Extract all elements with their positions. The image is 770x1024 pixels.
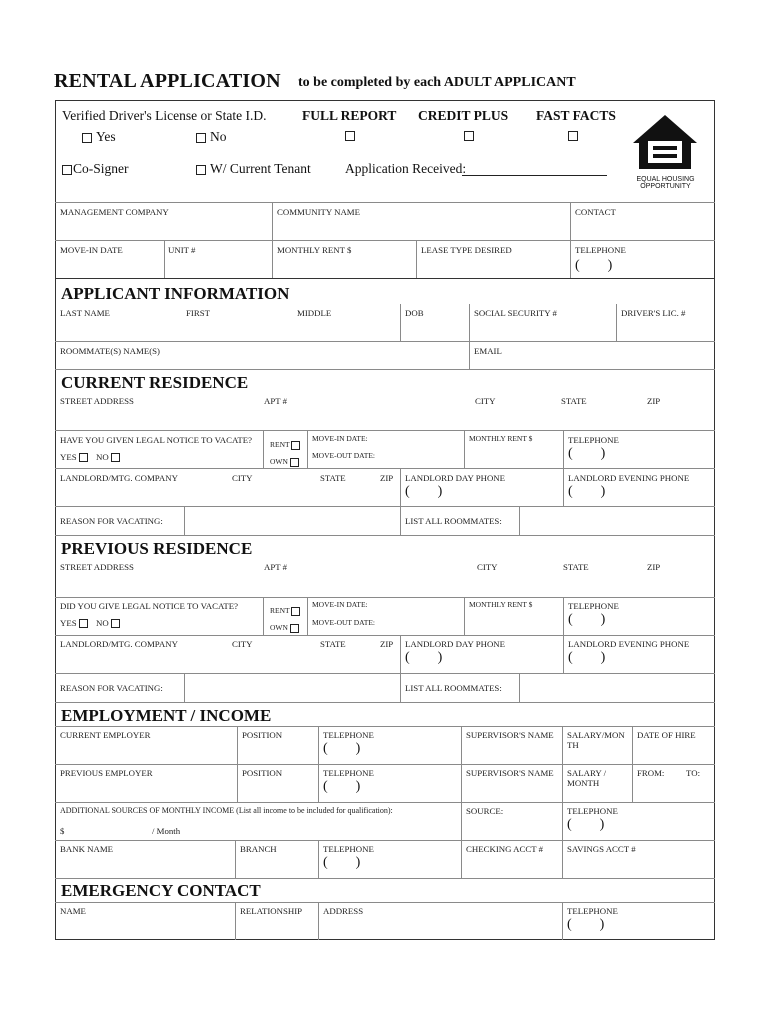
divider [55, 635, 715, 636]
divider [55, 702, 715, 703]
move-in-date-label: MOVE-IN DATE: [312, 434, 368, 443]
street-address-label: STREET ADDRESS [60, 562, 134, 572]
email-label: EMAIL [474, 346, 502, 356]
checkbox[interactable] [82, 133, 92, 143]
to-label: TO: [686, 768, 701, 778]
community-name-label: COMMUNITY NAME [277, 207, 360, 217]
divider [400, 635, 401, 702]
divider [55, 764, 715, 765]
additional-income-label: ADDITIONAL SOURCES OF MONTHLY INCOME (List all income to be included for qualification): [60, 806, 393, 815]
landlord-city-label: CITY [232, 473, 253, 483]
section-heading-current-residence: CURRENT RESIDENCE [61, 373, 249, 392]
branch-label: BRANCH [240, 844, 277, 854]
state-label: STATE [563, 562, 589, 572]
landlord-evening-phone-area[interactable]: ( ) [568, 650, 606, 665]
divider [184, 673, 185, 702]
form-subtitle: to be completed by each ADULT APPLICANT [298, 75, 576, 90]
landlord-company-label: LANDLORD/MTG. COMPANY [60, 473, 178, 483]
divider [307, 597, 308, 635]
divider [464, 597, 465, 635]
contact-label: CONTACT [575, 207, 616, 217]
reason-vacating-label: REASON FOR VACATING: [60, 516, 163, 526]
monthly-rent-label: MONTHLY RENT $ [469, 600, 533, 609]
landlord-zip-label: ZIP [380, 639, 394, 649]
landlord-evening-phone-label: LANDLORD EVENING PHONE [568, 639, 690, 649]
landlord-zip-label: ZIP [380, 473, 394, 483]
own-option[interactable]: OWN [270, 457, 303, 467]
reason-vacating-label: REASON FOR VACATING: [60, 683, 163, 693]
checking-account-label: CHECKING ACCT # [466, 844, 544, 854]
application-received-label: Application Received: [345, 161, 467, 176]
divider [461, 726, 462, 878]
landlord-city-label: CITY [232, 639, 253, 649]
telephone-label: TELEPHONE [323, 730, 374, 740]
position-label: POSITION [242, 730, 283, 740]
bank-phone-area[interactable]: ( ) [323, 855, 361, 870]
divider [400, 468, 401, 535]
current-employer-label: CURRENT EMPLOYER [60, 730, 151, 740]
bank-name-label: BANK NAME [60, 844, 114, 854]
zip-label: ZIP [647, 562, 661, 572]
equal-housing-logo [633, 113, 698, 190]
previous-employer-phone-area[interactable]: ( ) [323, 779, 361, 794]
landlord-day-phone-area[interactable]: ( ) [405, 650, 443, 665]
move-out-date-label: MOVE-OUT DATE: [312, 451, 375, 460]
fast-facts-label: FAST FACTS [536, 108, 616, 123]
divider [55, 597, 715, 598]
equal-housing-line1: EQUAL HOUSING [636, 176, 695, 183]
divider [55, 240, 715, 241]
checkbox[interactable] [291, 607, 300, 616]
telephone-label: TELEPHONE [575, 245, 626, 255]
divider [562, 902, 563, 940]
divider [55, 506, 715, 507]
move-in-date-label: MOVE-IN DATE [60, 245, 123, 255]
telephone-label: TELEPHONE [323, 844, 374, 854]
telephone-area-code[interactable]: ( ) [575, 258, 613, 273]
telephone-label: TELEPHONE [568, 601, 619, 611]
previous-employer-label: PREVIOUS EMPLOYER [60, 768, 153, 778]
divider [55, 202, 715, 203]
contact-name-label: NAME [60, 906, 86, 916]
source-label: SOURCE: [466, 806, 504, 816]
rent-option[interactable]: RENT [270, 606, 304, 616]
divider [55, 673, 715, 674]
divider [55, 726, 715, 727]
supervisor-label: SUPERVISOR'S NAME [466, 730, 554, 740]
apt-label: APT # [264, 396, 288, 406]
salary-label-b: MONTH [567, 778, 600, 788]
monthly-rent-label: MONTHLY RENT $ [277, 245, 352, 255]
lease-type-label: LEASE TYPE DESIRED [421, 245, 512, 255]
divider [616, 304, 617, 341]
divider [55, 840, 715, 841]
license-verified-label: Verified Driver's License or State I.D. [62, 108, 267, 123]
date-of-hire-label: DATE OF HIRE [637, 730, 696, 740]
checkbox[interactable] [290, 624, 299, 633]
employer-phone-area[interactable]: ( ) [323, 741, 361, 756]
telephone-area-code[interactable]: ( ) [568, 446, 606, 461]
dollar-sign: $ [60, 826, 65, 836]
divider [318, 840, 319, 878]
ssn-label: SOCIAL SECURITY # [474, 308, 557, 318]
checkbox[interactable] [62, 165, 72, 175]
divider [562, 726, 563, 878]
divider [272, 202, 273, 278]
apt-label: APT # [264, 562, 288, 572]
checkbox[interactable] [290, 458, 299, 467]
checkbox[interactable] [196, 165, 206, 175]
legal-notice-label: HAVE YOU GIVEN LEGAL NOTICE TO VACATE? [60, 435, 253, 445]
middle-name-label: MIDDLE [297, 308, 332, 318]
supervisor-label: SUPERVISOR'S NAME [466, 768, 554, 778]
landlord-state-label: STATE [320, 473, 346, 483]
divider [469, 304, 470, 369]
divider [632, 726, 633, 802]
telephone-area-code[interactable]: ( ) [568, 612, 606, 627]
divider [55, 341, 715, 342]
divider [55, 802, 715, 803]
section-heading-emergency: EMERGENCY CONTACT [61, 881, 261, 900]
address-label: ADDRESS [323, 906, 364, 916]
credit-plus-checkbox[interactable] [464, 131, 474, 141]
divider [184, 506, 185, 535]
rent-option[interactable]: RENT [270, 440, 304, 450]
divider [235, 840, 236, 878]
divider [55, 278, 715, 279]
telephone-label: TELEPHONE [567, 806, 618, 816]
landlord-day-phone-area[interactable]: ( ) [405, 484, 443, 499]
divider [519, 673, 520, 702]
checkbox[interactable] [196, 133, 206, 143]
notice-no-option[interactable]: NO [96, 452, 124, 462]
divider [563, 430, 564, 506]
divider [263, 430, 264, 468]
checkbox[interactable] [79, 453, 88, 462]
zip-label: ZIP [647, 396, 661, 406]
divider [416, 240, 417, 278]
divider [263, 597, 264, 635]
form-title: RENTAL APPLICATION [54, 70, 281, 92]
landlord-day-phone-label: LANDLORD DAY PHONE [405, 639, 506, 649]
full-report-checkbox[interactable] [345, 131, 355, 141]
divider [235, 902, 236, 940]
move-out-date-label: MOVE-OUT DATE: [312, 618, 375, 627]
divider [570, 202, 571, 278]
move-in-date-label: MOVE-IN DATE: [312, 600, 368, 609]
equal-housing-line2: OPPORTUNITY [640, 183, 691, 190]
divider [237, 726, 238, 802]
divider [318, 902, 319, 940]
divider [55, 902, 715, 903]
salary-month-label-a: SALARY/MON [567, 730, 625, 740]
list-roommates-label: LIST ALL ROOMMATES: [405, 683, 502, 693]
current-tenant-option[interactable]: W/ Current Tenant [196, 161, 311, 177]
equal-housing-icon [633, 113, 698, 171]
position-label: POSITION [242, 768, 283, 778]
management-company-label: MANAGEMENT COMPANY [60, 207, 169, 217]
landlord-evening-phone-area[interactable]: ( ) [568, 484, 606, 499]
divider [55, 468, 715, 469]
divider [318, 726, 319, 802]
source-phone-area[interactable]: ( ) [567, 817, 605, 832]
divider [55, 369, 715, 370]
fast-facts-checkbox[interactable] [568, 131, 578, 141]
list-roommates-label: LIST ALL ROOMMATES: [405, 516, 502, 526]
salary-month-label-b: TH [567, 740, 579, 750]
relationship-label: RELATIONSHIP [240, 906, 303, 916]
checkbox[interactable] [291, 441, 300, 450]
divider [55, 878, 715, 879]
checkbox[interactable] [111, 619, 120, 628]
checkbox[interactable] [111, 453, 120, 462]
cosigner-option[interactable]: Co-Signer [62, 161, 129, 177]
city-label: CITY [475, 396, 496, 406]
divider [519, 506, 520, 535]
landlord-day-phone-label: LANDLORD DAY PHONE [405, 473, 506, 483]
divider [307, 430, 308, 468]
state-label: STATE [561, 396, 587, 406]
monthly-rent-label: MONTHLY RENT $ [469, 434, 533, 443]
notice-yes-option[interactable]: YES [60, 452, 92, 462]
credit-plus-label: CREDIT PLUS [418, 108, 509, 123]
notice-no-option[interactable]: NO [96, 618, 124, 628]
divider [563, 597, 564, 673]
application-received-line[interactable] [462, 175, 607, 176]
per-month-label: / Month [152, 826, 181, 836]
drivers-license-label: DRIVER'S LIC. # [621, 308, 686, 318]
landlord-evening-phone-label: LANDLORD EVENING PHONE [568, 473, 690, 483]
from-label: FROM: [637, 768, 665, 778]
street-address-label: STREET ADDRESS [60, 396, 134, 406]
divider [164, 240, 165, 278]
landlord-company-label: LANDLORD/MTG. COMPANY [60, 639, 178, 649]
notice-yes-option[interactable]: YES [60, 618, 92, 628]
divider [464, 430, 465, 468]
legal-notice-label: DID YOU GIVE LEGAL NOTICE TO VACATE? [60, 601, 239, 611]
emergency-phone-area[interactable]: ( ) [567, 917, 605, 932]
telephone-label: TELEPHONE [323, 768, 374, 778]
license-no-option[interactable]: No [196, 129, 227, 145]
landlord-state-label: STATE [320, 639, 346, 649]
full-report-label: FULL REPORT [302, 108, 397, 123]
license-yes-option[interactable]: Yes [82, 129, 116, 145]
divider [55, 535, 715, 536]
divider [400, 304, 401, 341]
telephone-label: TELEPHONE [568, 435, 619, 445]
dob-label: DOB [405, 308, 424, 318]
telephone-label: TELEPHONE [567, 906, 618, 916]
divider [55, 430, 715, 431]
unit-label: UNIT # [168, 245, 196, 255]
section-heading-applicant: APPLICANT INFORMATION [61, 284, 290, 303]
section-heading-employment: EMPLOYMENT / INCOME [61, 706, 272, 725]
checkbox[interactable] [79, 619, 88, 628]
last-name-label: LAST NAME [60, 308, 110, 318]
city-label: CITY [477, 562, 498, 572]
roommates-label: ROOMMATE(S) NAME(S) [60, 346, 160, 356]
section-heading-previous-residence: PREVIOUS RESIDENCE [61, 539, 253, 558]
savings-account-label: SAVINGS ACCT # [567, 844, 636, 854]
own-option[interactable]: OWN [270, 623, 303, 633]
first-name-label: FIRST [186, 308, 210, 318]
salary-label-a: SALARY / [567, 768, 607, 778]
